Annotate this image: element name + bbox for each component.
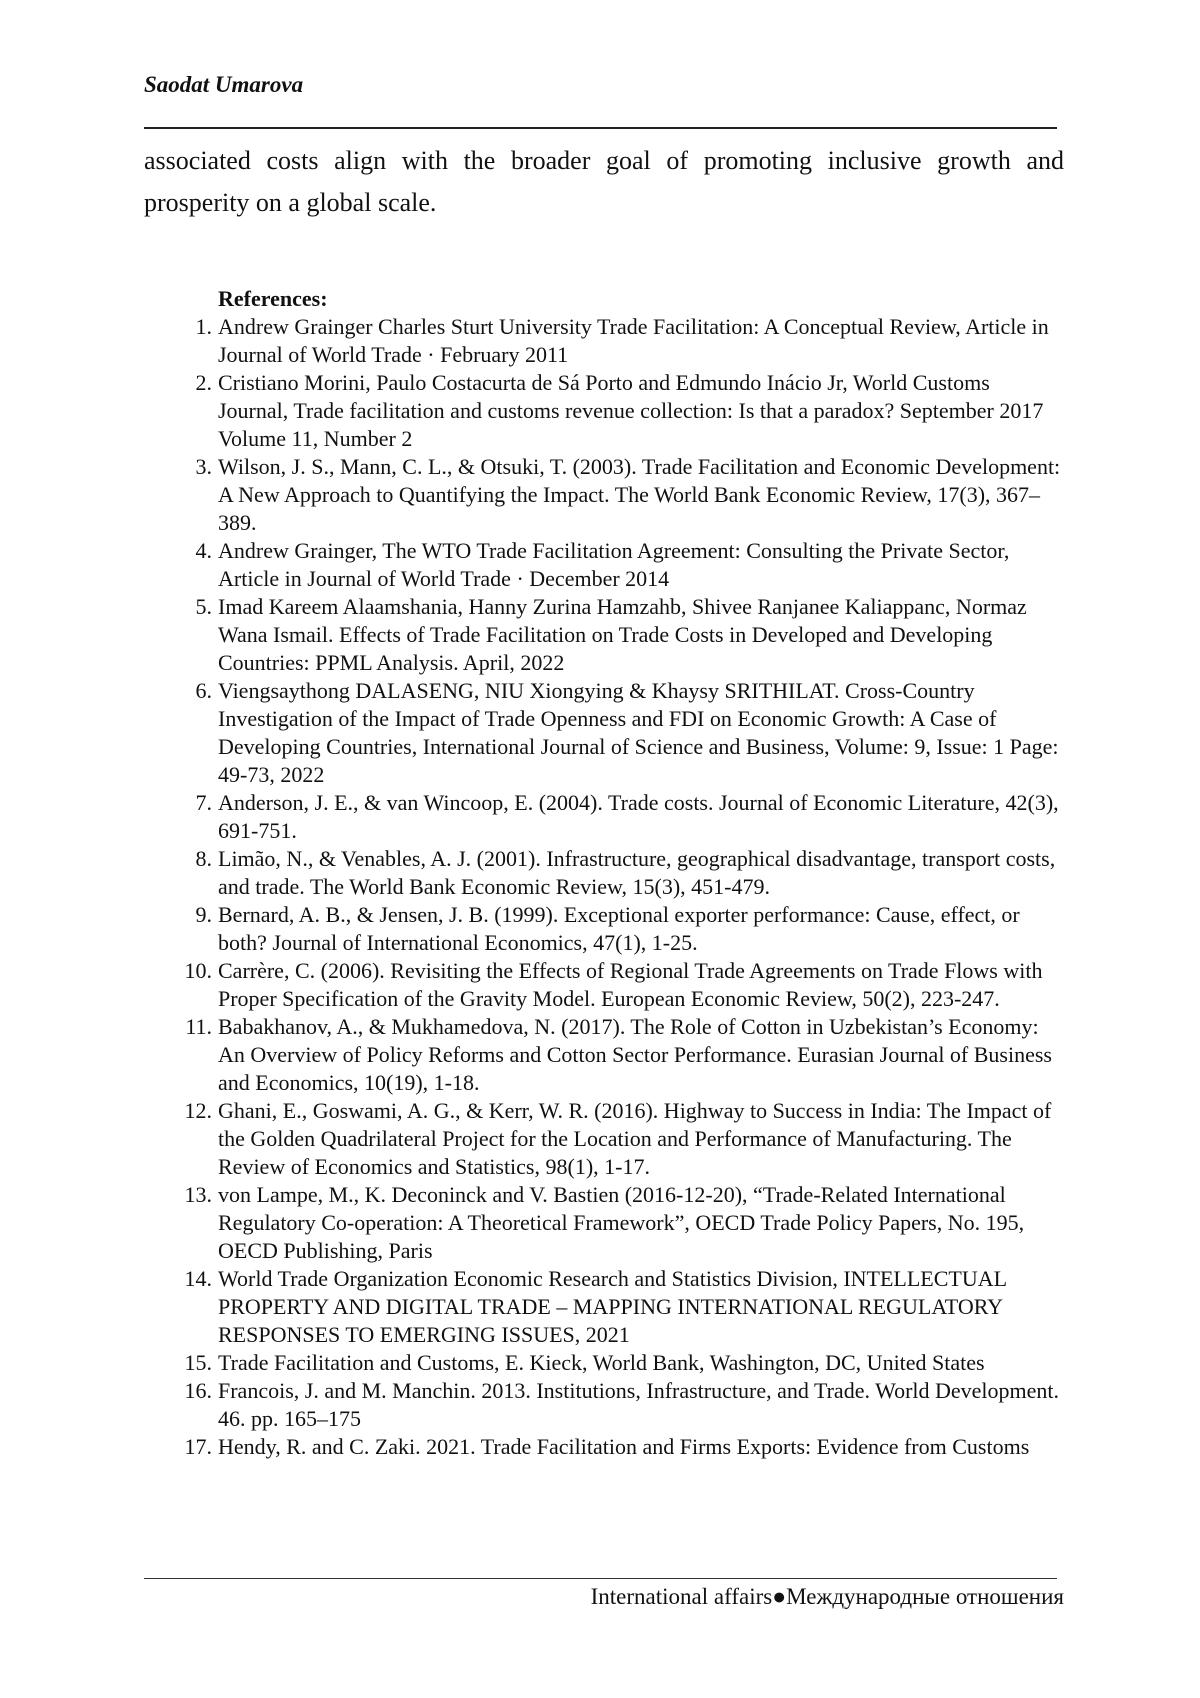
reference-number: 12. <box>184 1098 212 1123</box>
reference-number: 7. <box>195 790 212 815</box>
reference-item <box>174 677 1064 789</box>
reference-item <box>174 1013 1064 1097</box>
reference-number: 5. <box>195 594 212 619</box>
reference-item <box>174 453 1064 537</box>
reference-text: Wilson, J. S., Mann, C. L., & Otsuki, T. (2003). Trade Facilitation and Economic Development: A New Approach to Quantifying the Impact. The World Bank Economic Review, 17(3), 367–389. <box>218 454 1061 535</box>
reference-text: Anderson, J. E., & van Wincoop, E. (2004). Trade costs. Journal of Economic Literature, 42(3), 691-751. <box>218 790 1059 843</box>
reference-text: World Trade Organization Economic Research and Statistics Division, INTELLECTUAL PROPERTY AND DIGITAL TRADE – MAPPING INTERNATIONAL REGULATORY RESPONSES TO EMERGING ISSUES, 2021 <box>218 1266 1007 1347</box>
reference-text: Andrew Grainger Charles Sturt University Trade Facilitation: A Conceptual Review, Article in Journal of World Trade · February 2011 <box>218 314 1049 367</box>
reference-number: 16. <box>184 1378 212 1403</box>
body-paragraph: associated costs align with the broader goal of promoting inclusive growth and prosperity on a global scale. <box>144 146 1064 217</box>
reference-item <box>174 1097 1064 1181</box>
reference-number: 14. <box>184 1266 212 1291</box>
running-header-author: Saodat Umarova <box>144 72 304 97</box>
header-divider <box>144 127 1057 129</box>
reference-number: 13. <box>184 1182 212 1207</box>
reference-text: Babakhanov, A., & Mukhamedova, N. (2017). The Role of Cotton in Uzbekistan’s Economy: An Overview of Policy Reforms and Cotton Sector Performance. Eurasian Journal of Business and Economics, 10(19), 1-18. <box>218 1014 1052 1095</box>
reference-item <box>174 1377 1064 1433</box>
reference-item <box>174 901 1064 957</box>
reference-number: 17. <box>184 1434 212 1459</box>
reference-text: Viengsaythong DALASENG, NIU Xiongying & Khaysy SRITHILAT. Cross-Country Investigation of the Impact of Trade Openness and FDI on Economic Growth: A Case of Developing Countries, International Journal of Science and Business, Volume: 9, Issue: 1 Page: 49-73, 2022 <box>218 678 1059 787</box>
reference-text: Cristiano Morini, Paulo Costacurta de Sá Porto and Edmundo Inácio Jr, World Customs Journal, Trade facilitation and customs revenue collection: Is that a paradox? September 2017 Volume 11, Number 2 <box>218 370 1044 451</box>
reference-text: von Lampe, M., K. Deconinck and V. Bastien (2016-12-20), “Trade-Related International Regulatory Co-operation: A Theoretical Framework”, OECD Trade Policy Papers, No. 195, OECD Publishing, Paris <box>218 1182 1025 1263</box>
running-footer-journal: International affairs●Международные отношения <box>590 1584 1064 1609</box>
reference-item <box>174 789 1064 845</box>
reference-number: 9. <box>195 902 212 927</box>
reference-item <box>174 1181 1064 1265</box>
references-heading: References: <box>218 286 328 311</box>
reference-item <box>174 1265 1064 1349</box>
reference-item <box>174 593 1064 677</box>
reference-text: Limão, N., & Venables, A. J. (2001). Infrastructure, geographical disadvantage, transport costs, and trade. The World Bank Economic Review, 15(3), 451-479. <box>218 846 1056 899</box>
reference-text: Carrère, C. (2006). Revisiting the Effects of Regional Trade Agreements on Trade Flows with Proper Specification of the Gravity Model. European Economic Review, 50(2), 223-247. <box>218 958 1043 1011</box>
reference-item <box>174 957 1064 1013</box>
reference-number: 4. <box>195 538 212 563</box>
reference-text: Hendy, R. and C. Zaki. 2021. Trade Facilitation and Firms Exports: Evidence from Customs <box>218 1434 1030 1459</box>
reference-text: Ghani, E., Goswami, A. G., & Kerr, W. R. (2016). Highway to Success in India: The Impact of the Golden Quadrilateral Project for the Location and Performance of Manufacturing. The Review of Economics and Statistics, 98(1), 1-17. <box>218 1098 1052 1179</box>
reference-text: Bernard, A. B., & Jensen, J. B. (1999). Exceptional exporter performance: Cause, effect, or both? Journal of International Economics, 47(1), 1-25. <box>218 902 1020 955</box>
reference-item <box>174 845 1064 901</box>
reference-text: Imad Kareem Alaamshania, Hanny Zurina Hamzahb, Shivee Ranjanee Kaliappanc, Normaz Wana Ismail. Effects of Trade Facilitation on Trade Costs in Developed and Developing Countries: PPML Analysis. April, 2022 <box>218 594 1027 675</box>
reference-number: 11. <box>185 1014 212 1039</box>
reference-number: 6. <box>195 678 212 703</box>
reference-item <box>174 1433 1064 1461</box>
reference-number: 10. <box>184 958 212 983</box>
references-list <box>174 313 1064 1461</box>
reference-item <box>174 369 1064 453</box>
footer-divider <box>144 1578 1057 1579</box>
reference-number: 15. <box>184 1350 212 1375</box>
reference-number: 3. <box>195 454 212 479</box>
reference-number: 2. <box>195 370 212 395</box>
reference-text: Andrew Grainger, The WTO Trade Facilitation Agreement: Consulting the Private Sector, Article in Journal of World Trade · December 2014 <box>218 538 1010 591</box>
reference-number: 1. <box>195 314 212 339</box>
reference-text: Trade Facilitation and Customs, E. Kieck, World Bank, Washington, DC, United States <box>218 1350 985 1375</box>
reference-item <box>174 1349 1064 1377</box>
reference-number: 8. <box>195 846 212 871</box>
reference-text: Francois, J. and M. Manchin. 2013. Institutions, Infrastructure, and Trade. World Development. 46. pp. 165–175 <box>218 1378 1060 1431</box>
reference-item <box>174 537 1064 593</box>
reference-item <box>174 313 1064 369</box>
